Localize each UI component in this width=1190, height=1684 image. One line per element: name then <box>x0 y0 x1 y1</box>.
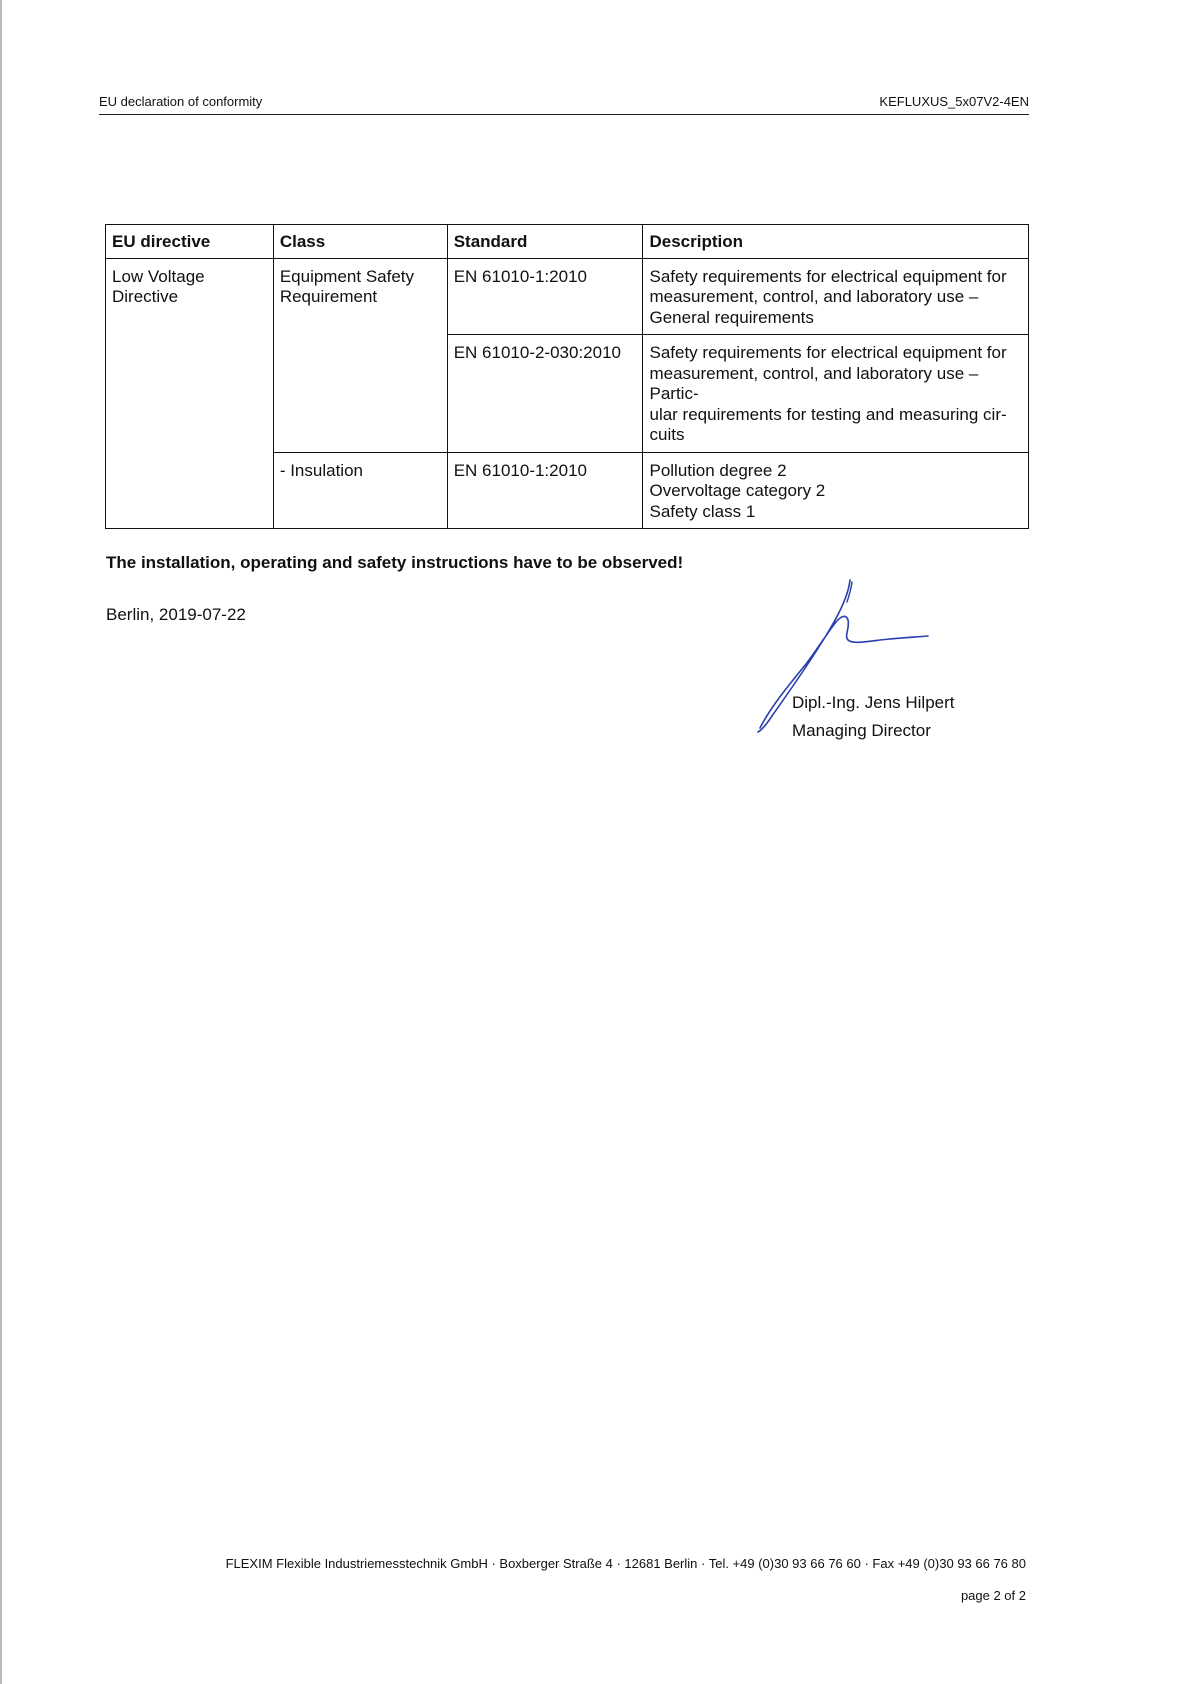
description-line: ular requirements for testing and measuring cir- <box>649 404 1007 424</box>
page-header <box>99 94 1029 115</box>
description-line: measurement, control, and laboratory use – Partic- <box>649 363 979 403</box>
description-cell <box>643 258 1029 335</box>
description-cell <box>643 335 1029 453</box>
directive-line: Directive <box>112 287 179 306</box>
page-number: page 2 of 2 <box>960 1588 1026 1603</box>
description-line: Safety class 1 <box>649 501 756 521</box>
class-cell <box>273 258 447 452</box>
directive-line: Low Voltage <box>112 266 205 286</box>
description-cell <box>643 452 1029 529</box>
description-line: Safety requirements for electrical equipment for <box>649 343 1007 362</box>
column-header-directive: EU directive <box>106 225 274 259</box>
scan-edge <box>0 0 2 1684</box>
description-line: cuits <box>649 425 685 444</box>
conformity-table <box>105 224 1029 529</box>
table-row <box>106 258 1029 335</box>
handwritten-signature <box>752 578 942 738</box>
description-line: measurement, control, and laboratory use – <box>649 287 979 306</box>
signer-name: Dipl.-Ing. Jens Hilpert <box>792 693 955 712</box>
class-line: Requirement <box>279 287 378 306</box>
description-line: Safety requirements for electrical equipment for <box>649 266 1007 286</box>
company-footer: FLEXIM Flexible Industriemesstechnik GmbH · Boxberger Straße 4 · 12681 Berlin · Tel. +49 (0)30 93 66 76 60 · Fax +49 (0)30 93 66 76 80 <box>225 1556 1026 1571</box>
description-line: Pollution degree 2 <box>649 460 787 480</box>
class-cell: - Insulation <box>273 452 447 529</box>
place-date: Berlin, 2019-07-22 <box>106 605 246 624</box>
description-line: General requirements <box>649 307 814 327</box>
document-code: KEFLUXUS_5x07V2-4EN <box>879 94 1029 109</box>
safety-notice: The installation, operating and safety instructions have to be observed! <box>106 553 684 572</box>
column-header-standard: Standard <box>447 225 643 259</box>
class-line: Equipment Safety <box>279 266 415 286</box>
column-header-description: Description <box>643 225 1029 259</box>
standard-cell: EN 61010-1:2010 <box>447 452 643 529</box>
directive-cell <box>106 258 274 529</box>
signer-title: Managing Director <box>792 721 931 740</box>
standard-cell: EN 61010-1:2010 <box>447 258 643 335</box>
header-title: EU declaration of conformity <box>99 94 263 109</box>
table-header-row <box>106 225 1029 259</box>
standard-cell: EN 61010-2-030:2010 <box>447 335 643 453</box>
column-header-class: Class <box>273 225 447 259</box>
description-line: Overvoltage category 2 <box>649 481 826 500</box>
